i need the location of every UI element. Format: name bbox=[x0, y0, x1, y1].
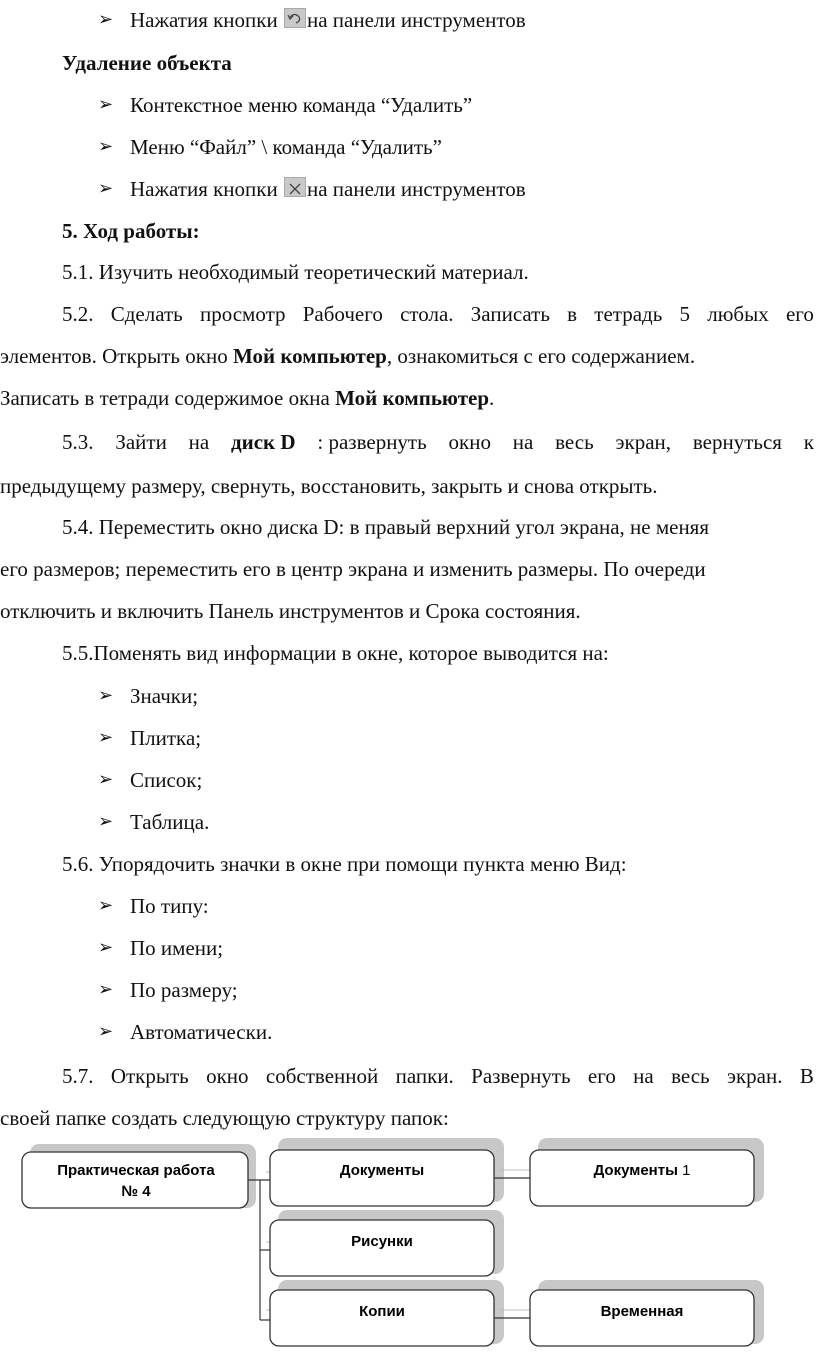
list-item: Значки; bbox=[130, 684, 199, 708]
folder-structure-diagram bbox=[0, 1130, 816, 1352]
bullet-arrow-icon: ➢ bbox=[98, 94, 114, 115]
list-item: По размеру; bbox=[130, 978, 238, 1002]
bullet-arrow-icon: ➢ bbox=[98, 685, 114, 706]
list-item: Таблица. bbox=[130, 810, 210, 834]
root-label-line2: № 4 bbox=[121, 1183, 151, 1200]
list-item: По имени; bbox=[130, 936, 224, 960]
list-item: Список; bbox=[130, 768, 203, 792]
paragraph-5-4-line2: его размеров; переместить его в центр экрана и изменить размеры. По очереди bbox=[0, 557, 706, 581]
root-label-line1: Практическая работа bbox=[57, 1162, 215, 1179]
delete-x-icon bbox=[284, 177, 306, 197]
grandchild-label-temporary: Временная bbox=[600, 1303, 684, 1320]
list-item: Меню “Файл” \ команда “Удалить” bbox=[130, 135, 442, 159]
paragraph-5-5: 5.5.Поменять вид информации в окне, которое выводится на: bbox=[62, 641, 609, 665]
child-label-documents: Документы bbox=[339, 1162, 425, 1179]
paragraph-5-7-line1: 5.7. Открыть окно собственной папки. Развернуть его на весь экран. В bbox=[62, 1064, 814, 1088]
bullet-arrow-icon: ➢ bbox=[98, 1021, 114, 1042]
bullet-arrow-icon: ➢ bbox=[98, 178, 114, 199]
bullet-arrow-icon: ➢ bbox=[98, 937, 114, 958]
paragraph-5-4-line1: 5.4. Переместить окно диска D: в правый верхний угол экрана, не меняя bbox=[62, 515, 710, 539]
bullet-arrow-icon: ➢ bbox=[98, 979, 114, 1000]
bullet-arrow-icon: ➢ bbox=[98, 769, 114, 790]
paragraph-5-3-line2: предыдущему размеру, свернуть, восстановить, закрыть и снова открыть. bbox=[0, 474, 658, 498]
paragraph-5-2-line2: элементов. Открыть окно Мой компьютер, ознакомиться с его содержанием. bbox=[0, 344, 696, 368]
list-item: Автоматически. bbox=[130, 1020, 273, 1044]
paragraph-5-2-line1: 5.2. Сделать просмотр Рабочего стола. Записать в тетрадь 5 любых его bbox=[62, 302, 814, 326]
work-heading: 5. Ход работы: bbox=[62, 219, 200, 243]
grandchild-label-documents-1: Документы 1 bbox=[593, 1162, 691, 1179]
delete-heading: Удаление объекта bbox=[62, 51, 232, 75]
delete-button-item: Нажатия кнопки на панели инструментов bbox=[130, 177, 526, 201]
child-label-pictures: Рисунки bbox=[351, 1233, 413, 1250]
paragraph-5-2-line3: Записать в тетради содержимое окна Мой компьютер. bbox=[0, 386, 495, 410]
bullet-arrow-icon: ➢ bbox=[98, 811, 114, 832]
paragraph-5-7-line2: своей папке создать следующую структуру папок: bbox=[0, 1106, 449, 1130]
bullet-arrow-icon: ➢ bbox=[98, 727, 114, 748]
paragraph-5-6: 5.6. Упорядочить значки в окне при помощи пункта меню Вид: bbox=[62, 852, 627, 876]
top-bullet-item: Нажатия кнопки на панели инструментов bbox=[130, 8, 526, 32]
paragraph-5-4-line3: отключить и включить Панель инструментов и Срока состояния. bbox=[0, 599, 581, 623]
paragraph-5-3-line1: 5.3. Зайти на диск D : развернуть окно на весь экран, вернуться к bbox=[62, 430, 814, 454]
list-item: По типу: bbox=[130, 894, 209, 918]
list-item: Плитка; bbox=[130, 726, 202, 750]
undo-icon bbox=[284, 8, 306, 28]
child-label-copies: Копии bbox=[359, 1303, 405, 1320]
bullet-arrow-icon: ➢ bbox=[98, 9, 114, 30]
bullet-arrow-icon: ➢ bbox=[98, 136, 114, 157]
paragraph-5-1: 5.1. Изучить необходимый теоретический материал. bbox=[62, 260, 529, 284]
bullet-arrow-icon: ➢ bbox=[98, 895, 114, 916]
list-item: Контекстное меню команда “Удалить” bbox=[130, 93, 473, 117]
